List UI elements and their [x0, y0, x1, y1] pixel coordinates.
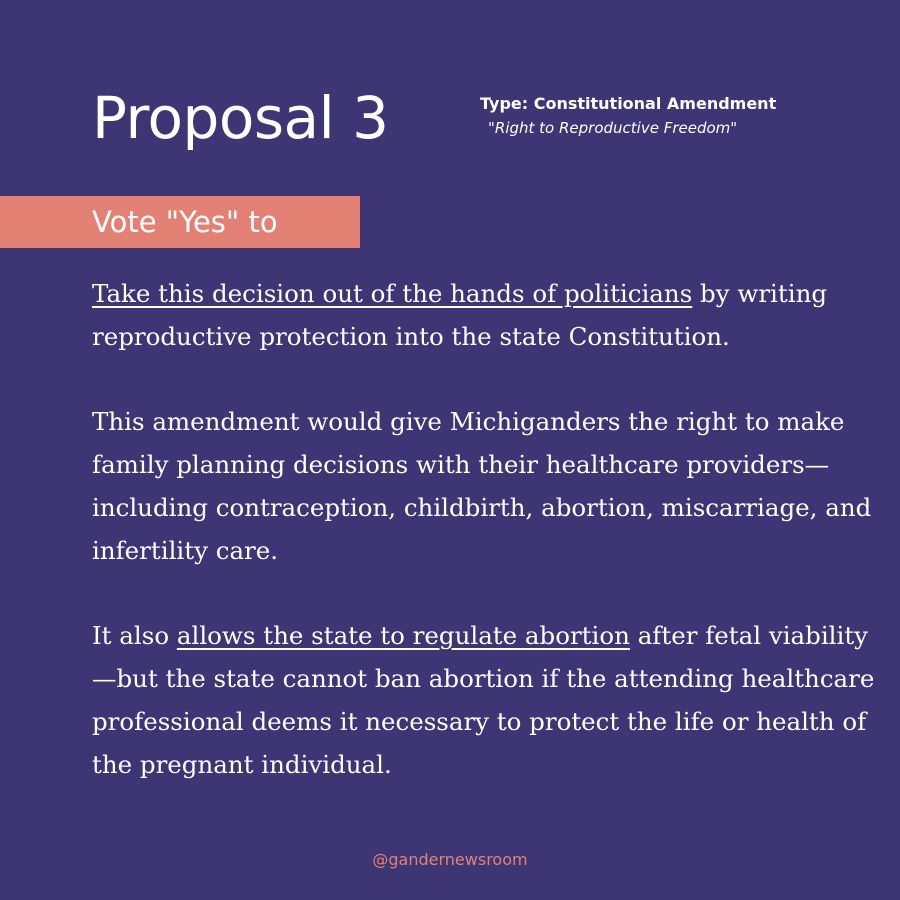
vote-yes-label: Vote "Yes" to	[92, 205, 278, 239]
paragraph-2: This amendment would give Michiganders the right to make family planning decisions with their healthcare providers—including contraception, childbirth, abortion, miscarriage, and infertility care.	[92, 407, 872, 565]
paragraph-3	[92, 614, 882, 786]
proposal-type-block	[480, 92, 776, 140]
paragraph-3-start: It also	[92, 621, 177, 650]
paragraph-3-rest: after fetal viability—but the state cannot ban abortion if the attending healthcare professional deems it necessary to protect the life or health of the pregnant individual.	[92, 621, 875, 779]
proposal-subtitle: "Right to Reproductive Freedom"	[488, 119, 738, 137]
body-text	[92, 272, 882, 786]
proposal-type-label: Type: Constitutional Amendment	[480, 94, 777, 113]
underlined-phrase-regulate: allows the state to regulate abortion	[176, 621, 630, 650]
underlined-phrase-politicians: Take this decision out of the hands of politicians	[92, 279, 693, 308]
paragraph-1	[92, 272, 882, 358]
vote-yes-banner	[0, 196, 360, 248]
social-handle: @gandernewsroom	[372, 850, 528, 869]
page-title: Proposal 3	[92, 84, 389, 152]
paragraph-1-rest: by writing reproductive protection into the state Constitution.	[92, 279, 828, 351]
